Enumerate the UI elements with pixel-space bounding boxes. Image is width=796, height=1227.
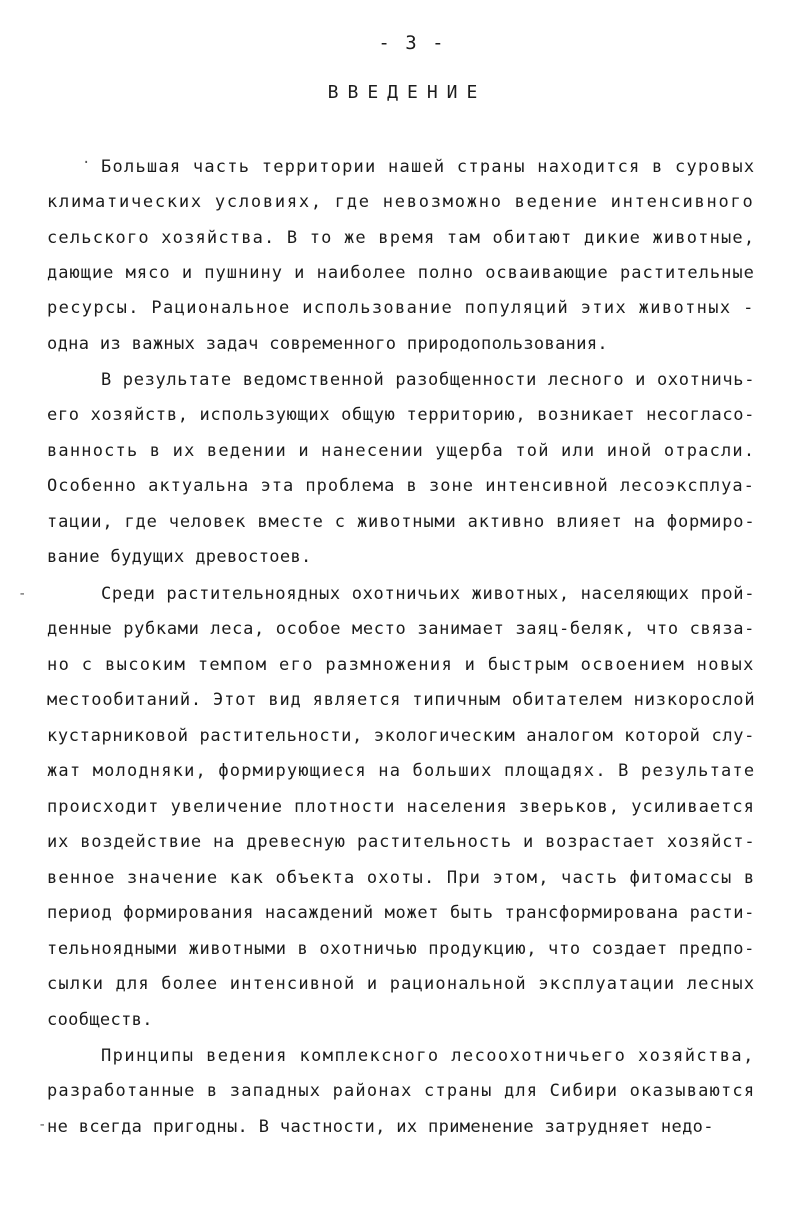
text-line: их воздействие на древесную растительность и возрастает хозяйст-	[47, 832, 756, 852]
text-line: В результате ведомственной разобщенности лесного и охотничь-	[101, 370, 756, 390]
text-line: Особенно актуальна эта проблема в зоне интенсивной лесоэксплуа-	[47, 476, 755, 496]
text-line: вание будущих древостоев.	[47, 547, 312, 567]
text-line: жат молодняки, формирующиеся на больших площадях. В результате	[47, 761, 756, 781]
text-line: Принципы ведения комплексного лесоохотничьего хозяйства,	[101, 1046, 755, 1066]
text-line: сылки для более интенсивной и рациональной эксплуатации лесных	[47, 974, 756, 994]
text-line: сельского хозяйства. В то же время там обитают дикие животные,	[47, 228, 756, 248]
text-line: сообществ.	[47, 1010, 153, 1030]
text-line: не всегда пригодны. В частности, их применение затрудняет недо-	[47, 1117, 714, 1137]
text-line: местообитаний. Этот вид является типичным обитателем низкорослой	[47, 690, 756, 710]
text-line: денные рубками леса, особое место занимает заяц-беляк, что связа-	[47, 619, 756, 639]
section-heading: ВВЕДЕНИЕ	[327, 82, 487, 103]
scan-speck: ·	[82, 155, 91, 171]
margin-tick: -	[38, 1117, 47, 1133]
text-line: тации, где человек вместе с животными активно влияет на формиро-	[47, 512, 756, 532]
text-line: но с высоким темпом его размножения и быстрым освоением новых	[47, 655, 755, 675]
text-line: период формирования насаждений может быть трансформирована расти-	[47, 903, 756, 923]
text-line: происходит увеличение плотности населения зверьков, усиливается	[47, 797, 755, 817]
text-line: ресурсы. Рациональное использование популяций этих животных -	[47, 298, 755, 318]
text-line: климатических условиях, где невозможно ведение интенсивного	[47, 192, 755, 212]
text-line: Большая часть территории нашей страны находится в суровых	[101, 157, 756, 177]
text-line: тельноядными животными в охотничью продукцию, что создает предпо-	[47, 939, 756, 959]
text-line: дающие мясо и пушнину и наиболее полно осваивающие растительные	[47, 263, 755, 283]
text-line: венное значение как объекта охоты. При этом, часть фитомассы в	[47, 868, 756, 888]
text-line: кустарниковой растительности, экологическим аналогом которой слу-	[47, 726, 756, 746]
text-line: Среди растительноядных охотничьих животных, населяющих прой-	[101, 584, 756, 604]
text-line: его хозяйств, использующих общую территорию, возникает несогласо-	[47, 405, 756, 425]
page-number: - 3 -	[378, 32, 446, 54]
text-line: ванность в их ведении и нанесении ущерба той или иной отрасли.	[47, 441, 756, 461]
text-line: одна из важных задач современного природопользования.	[47, 334, 608, 354]
text-line: разработанные в западных районах страны для Сибири оказываются	[47, 1081, 756, 1101]
margin-tick: -	[18, 586, 27, 602]
